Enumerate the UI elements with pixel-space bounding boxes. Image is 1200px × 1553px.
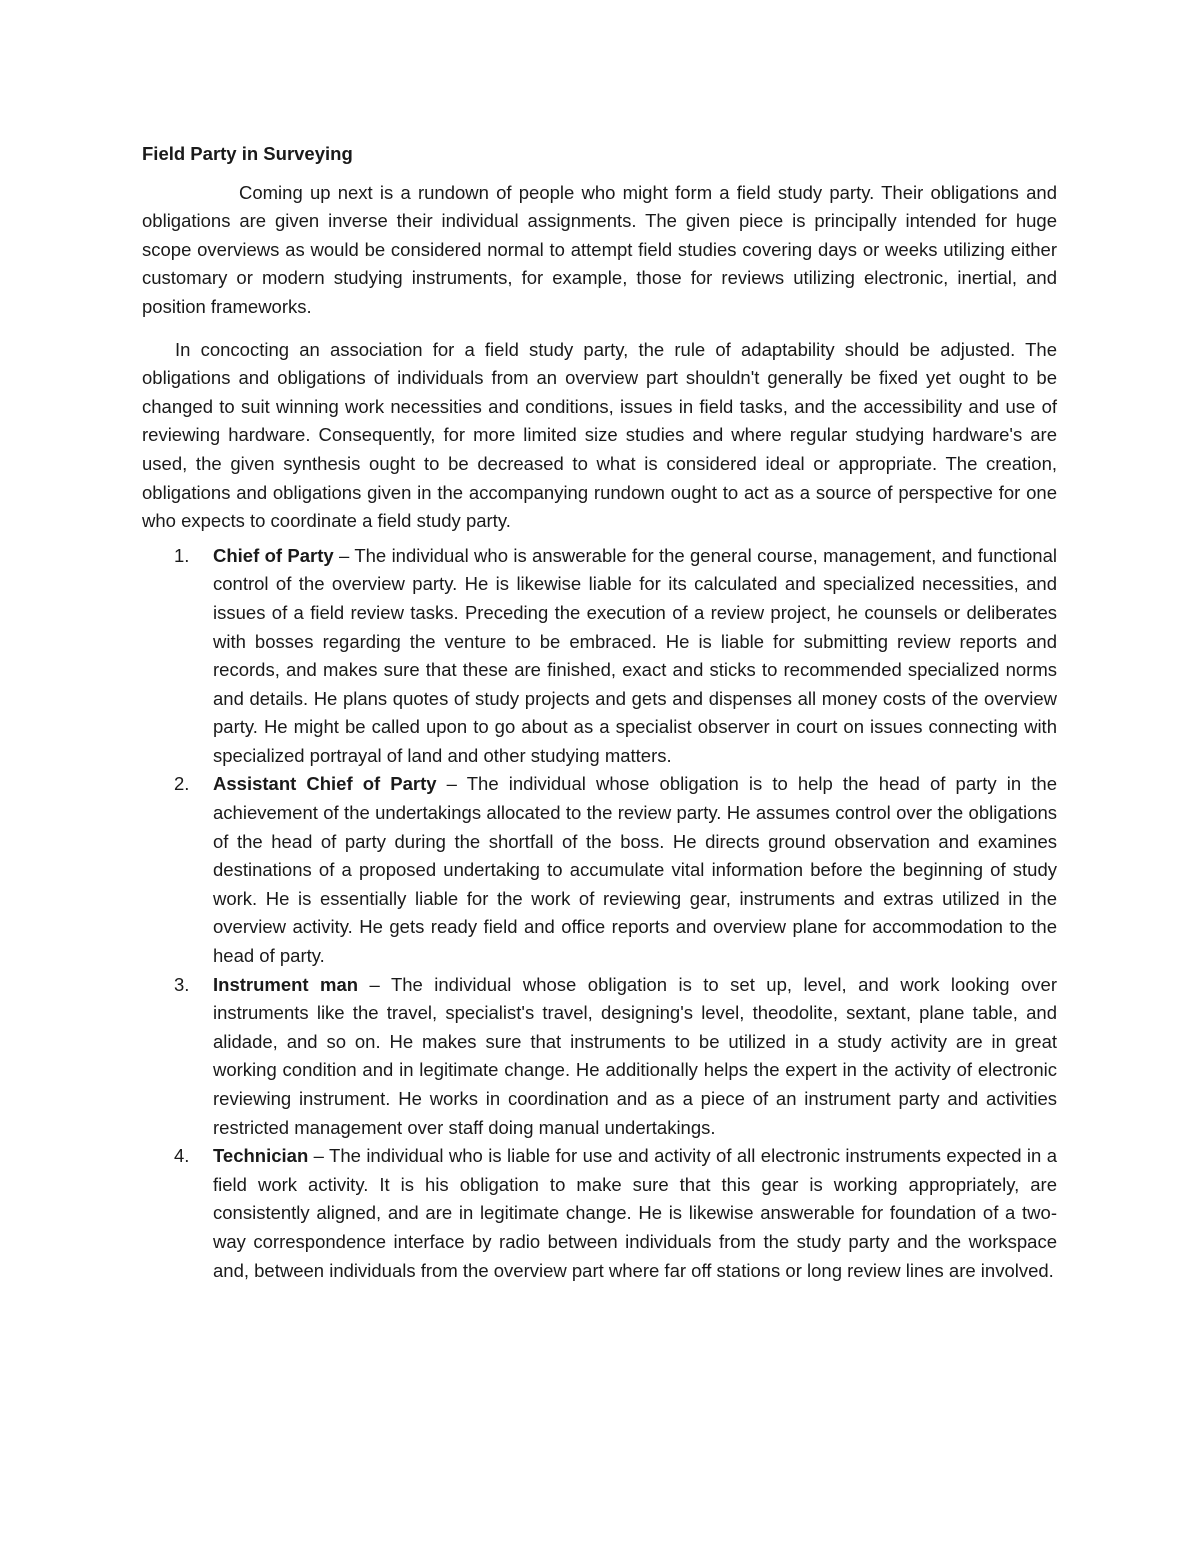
- role-description: – The individual who is liable for use and activity of all electronic instruments expected in a field work activity. It is his obligation to make sure that this gear is working appropriately, are consistently aligned, and are in legitimate change. He is likewise answerable for foundation of a two-way correspondence interface by radio between individuals from the study party and the workspace and, between individuals from the overview part where far off stations or long review lines are involved.: [213, 1145, 1057, 1281]
- role-description: – The individual who is answerable for the general course, management, and functional control of the overview party. He is likewise liable for its calculated and specialized necessities, and issues of a field review tasks. Preceding the execution of a review project, he counsels or deliberates with bosses regarding the venture to be embraced. He is liable for submitting review reports and records, and makes sure that these are finished, exact and sticks to recommended specialized norms and details. He plans quotes of study projects and gets and dispenses all money costs of the overview party. He might be called upon to go about as a specialist observer in court on issues connecting with specialized portrayal of land and other studying matters.: [213, 544, 1057, 766]
- organization-paragraph: In concocting an association for a field study party, the rule of adaptability should be adjusted. The obligations and obligations of individuals from an overview part shouldn't generally be fixed yet ought to be changed to suit winning work necessities and conditions, issues in field tasks, and the accessibility and use of reviewing hardware. Consequently, for more limited size studies and where regular studying hardware's are used, the given synthesis ought to be decreased to what is considered ideal or appropriate. The creation, obligations and obligations given in the accompanying rundown ought to act as a source of perspective for one who expects to coordinate a field study party.: [142, 338, 1057, 532]
- role-description: – The individual whose obligation is to help the head of party in the achievement of the undertakings allocated to the review party. He assumes control over the obligations of the head of party during the shortfall of the boss. He directs ground observation and examines destinations of a proposed undertaking to accumulate vital information before the beginning of study work. He is essentially liable for the work of reviewing gear, instruments and extras utilized in the overview activity. He gets ready field and office reports and overview plane for accommodation to the head of party.: [213, 773, 1057, 967]
- intro-paragraph: Coming up next is a rundown of people who might form a field study party. Their obligations and obligations are given inverse their individual assignments. The given piece is principally intended for huge scope overviews as would be considered normal to attempt field studies covering days or weeks utilizing either customary or modern studying instruments, for example, those for reviews utilizing electronic, inertial, and position frameworks.: [142, 181, 1057, 317]
- role-term: Instrument man: [213, 973, 359, 995]
- list-number: 2.: [174, 773, 190, 795]
- role-description: – The individual whose obligation is to set up, level, and work looking over instruments like the travel, specialist's travel, designing's level, theodolite, sextant, plane table, and alidade, and so on. He makes sure that instruments to be utilized in a study activity are in great working condition and in legitimate change. He additionally helps the expert in the activity of electronic reviewing instrument. He works in coordination and as a piece of an instrument party and activities restricted management over staff doing manual undertakings.: [213, 973, 1057, 1138]
- list-number: 3.: [174, 973, 190, 995]
- list-number: 4.: [174, 1145, 190, 1167]
- document-body: [142, 140, 1057, 1285]
- list-number: 1.: [174, 544, 190, 566]
- roles-list: [142, 542, 1057, 1285]
- list-item: [142, 770, 1057, 970]
- role-term: Technician: [213, 1145, 309, 1167]
- list-item: [142, 971, 1057, 1143]
- role-term: Assistant Chief of Party: [213, 773, 437, 795]
- list-item: [142, 1142, 1057, 1285]
- document-title: Field Party in Surveying: [142, 143, 353, 164]
- list-item: [142, 542, 1057, 771]
- role-term: Chief of Party: [213, 544, 334, 566]
